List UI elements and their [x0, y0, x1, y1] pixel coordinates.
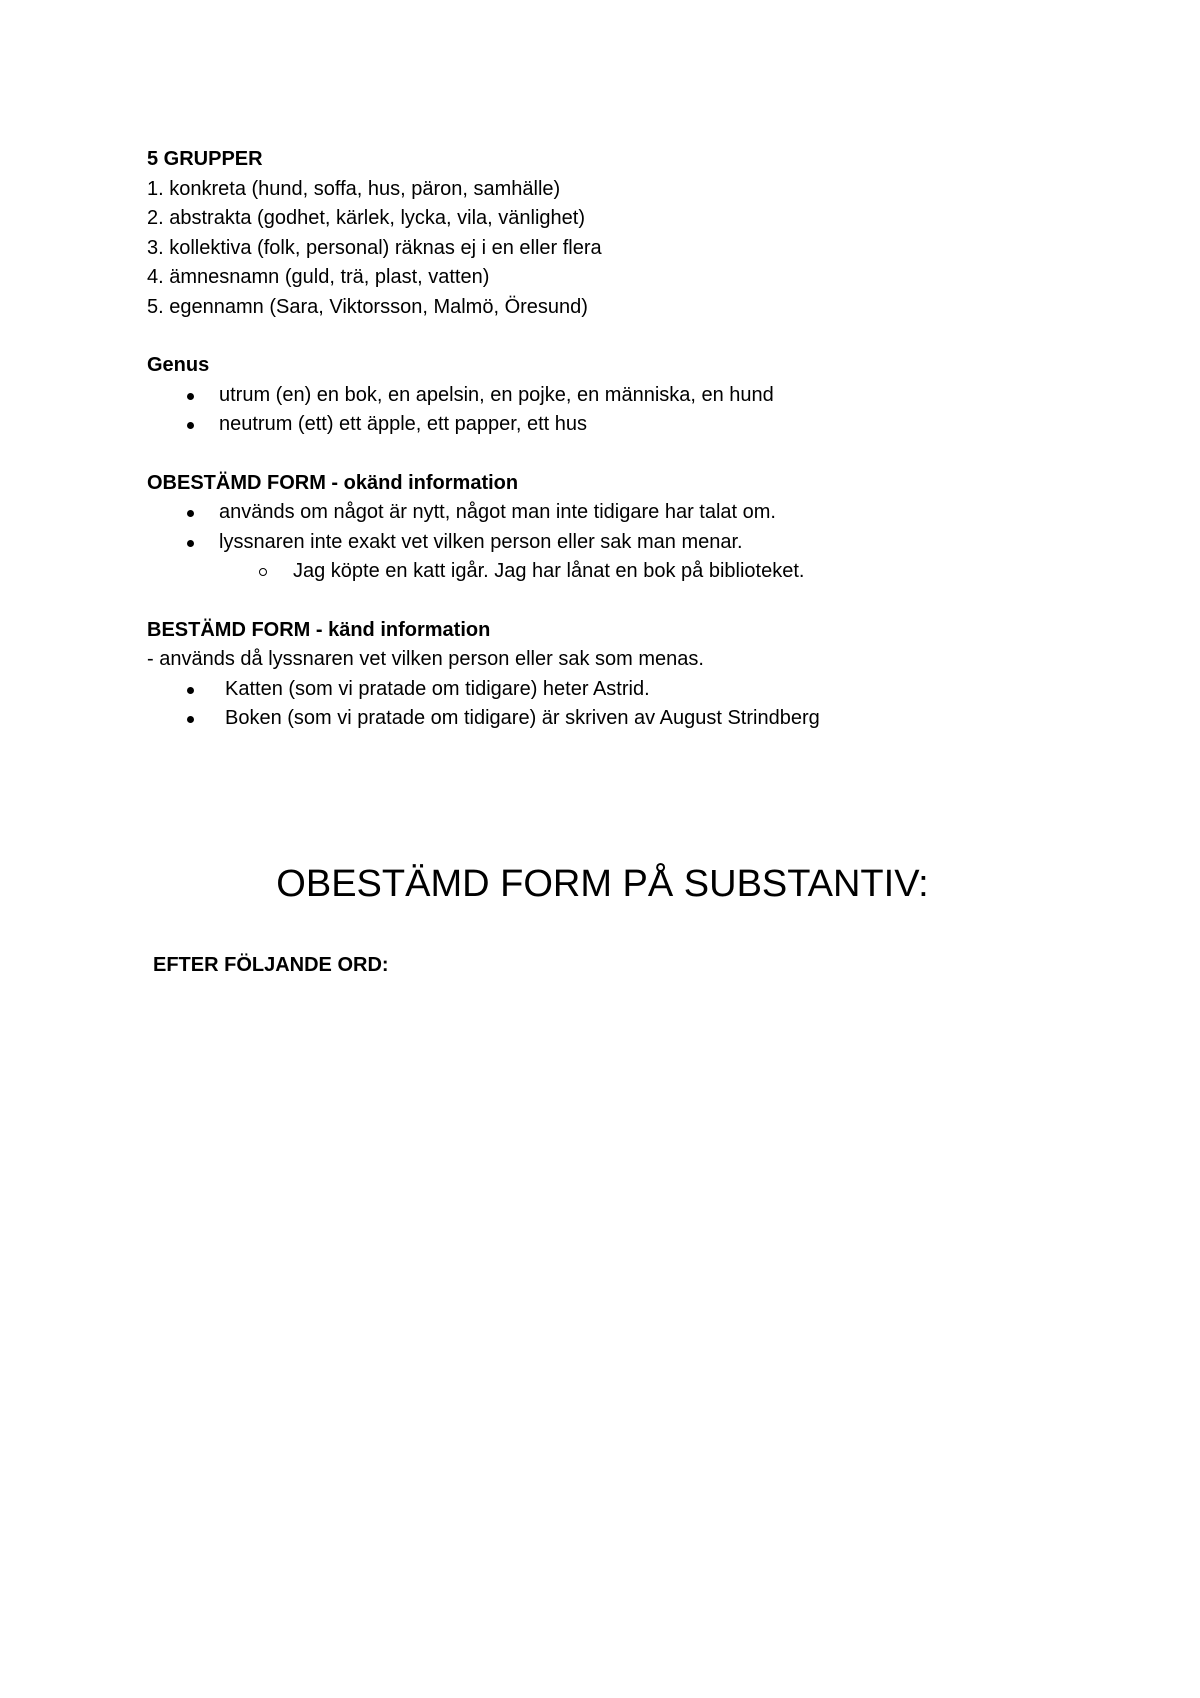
genus-bullet-utrum: utrum (en) en bok, en apelsin, en pojke, en människa, en hund — [147, 381, 1147, 411]
spacer — [147, 322, 1147, 351]
bestamd-section — [147, 616, 1147, 734]
obestamd-list — [147, 498, 1147, 557]
groups-item-2: 2. abstrakta (godhet, kärlek, lycka, vila, vänlighet) — [147, 207, 585, 229]
obestamd-sub-bullet-1: Jag köpte en katt igår. Jag har lånat en bok på biblioteket. — [147, 557, 1147, 587]
after-words-heading: EFTER FÖLJANDE ORD: — [153, 954, 389, 976]
obestamd-sub-list — [147, 557, 1147, 587]
groups-item-4: 4. ämnesnamn (guld, trä, plast, vatten) — [147, 266, 490, 288]
bestamd-list — [147, 675, 1147, 734]
obestamd-bullet-2: lyssnaren inte exakt vet vilken person eller sak man menar. — [147, 528, 1147, 558]
groups-heading: 5 GRUPPER — [147, 148, 263, 170]
groups-item-3: 3. kollektiva (folk, personal) räknas ej i en eller flera — [147, 236, 602, 259]
genus-section — [147, 351, 1147, 440]
genus-bullet-neutrum: neutrum (ett) ett äpple, ett papper, ett hus — [147, 410, 1147, 440]
big-title: OBESTÄMD FORM PÅ SUBSTANTIV: — [276, 863, 929, 905]
obestamd-heading: OBESTÄMD FORM - okänd information — [147, 471, 519, 494]
genus-list — [147, 381, 1147, 440]
bestamd-bullet-2: Boken (som vi pratade om tidigare) är skriven av August Strindberg — [147, 704, 1147, 734]
obestamd-section — [147, 469, 1147, 587]
groups-item-5: 5. egennamn (Sara, Viktorsson, Malmö, Öresund) — [147, 295, 588, 318]
groups-section — [147, 145, 1147, 322]
groups-item-1: 1. konkreta (hund, soffa, hus, päron, samhälle) — [147, 177, 561, 200]
obestamd-bullet-1: används om något är nytt, något man inte tidigare har talat om. — [147, 498, 1147, 528]
bestamd-bullet-1: Katten (som vi pratade om tidigare) heter Astrid. — [147, 675, 1147, 705]
spacer — [147, 587, 1147, 616]
document-body — [147, 145, 1147, 734]
bestamd-heading: BESTÄMD FORM - känd information — [147, 618, 491, 641]
bestamd-intro: - används då lyssnaren vet vilken person eller sak som menas. — [147, 648, 704, 670]
genus-heading: Genus — [147, 354, 210, 376]
spacer — [147, 440, 1147, 469]
